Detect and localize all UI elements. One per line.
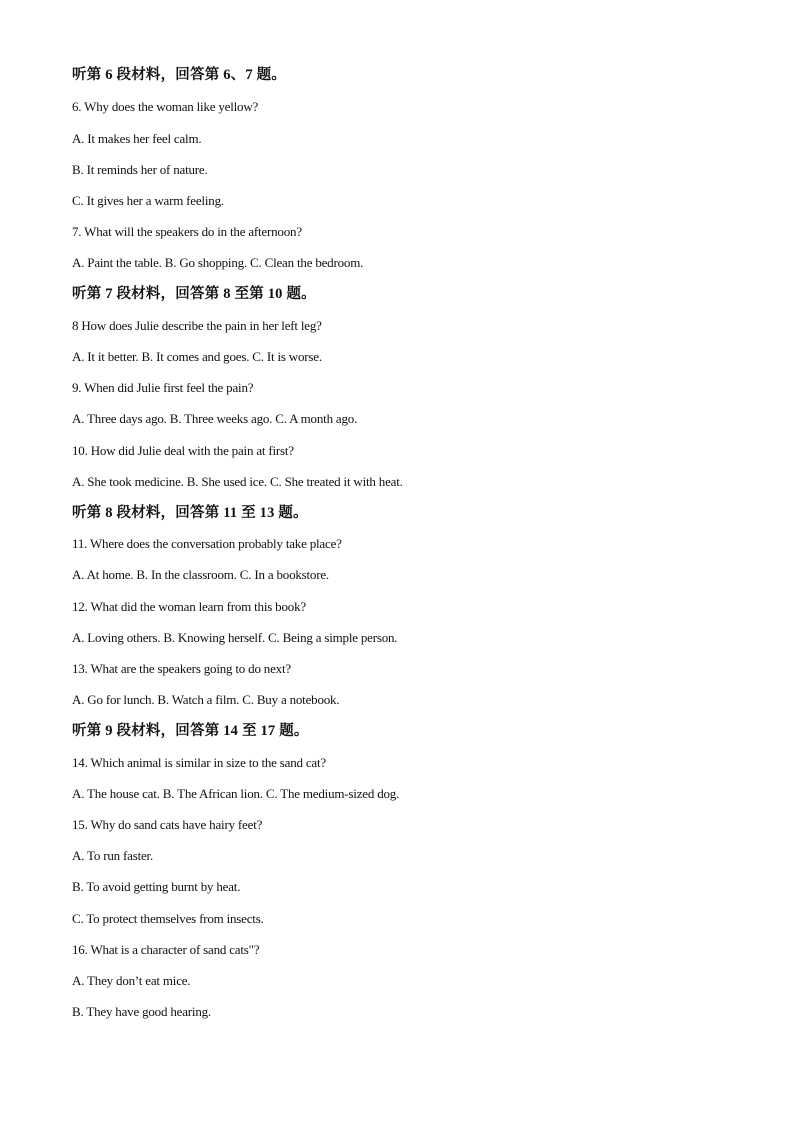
question-12: 12. What did the woman learn from this book? <box>72 599 306 614</box>
question-15-option-a: A. To run faster. <box>72 848 154 863</box>
question-11: 11. Where does the conversation probably take place? <box>72 536 342 551</box>
question-9-options: A. Three days ago. B. Three weeks ago. C. A month ago. <box>72 411 358 426</box>
section-heading-9: 听第 9 段材料，回答第 14 至 17 题。 <box>72 723 309 739</box>
question-15: 15. Why do sand cats have hairy feet? <box>72 817 263 832</box>
question-6-option-a: A. It makes her feel calm. <box>72 131 202 146</box>
question-12-options: A. Loving others. B. Knowing herself. C. Being a simple person. <box>72 630 398 645</box>
question-11-options: A. At home. B. In the classroom. C. In a bookstore. <box>72 567 329 582</box>
question-13: 13. What are the speakers going to do next? <box>72 661 291 676</box>
section-heading-6: 听第 6 段材料，回答第 6、7 题。 <box>72 67 287 83</box>
question-15-option-c: C. To protect themselves from insects. <box>72 911 264 926</box>
question-16-option-b: B. They have good hearing. <box>72 1004 211 1019</box>
question-16-option-a: A. They don’t eat mice. <box>72 973 191 988</box>
question-7-options: A. Paint the table. B. Go shopping. C. Clean the bedroom. <box>72 255 364 270</box>
question-9: 9. When did Julie first feel the pain? <box>72 380 254 395</box>
question-10: 10. How did Julie deal with the pain at first? <box>72 443 294 458</box>
question-8: 8 How does Julie describe the pain in her left leg? <box>72 318 322 333</box>
section-heading-8: 听第 8 段材料，回答第 11 至 13 题。 <box>72 505 308 521</box>
question-16: 16. What is a character of sand cats"? <box>72 942 260 957</box>
question-14-options: A. The house cat. B. The African lion. C. The medium-sized dog. <box>72 786 400 801</box>
question-14: 14. Which animal is similar in size to the sand cat? <box>72 755 326 770</box>
question-6-option-b: B. It reminds her of nature. <box>72 162 208 177</box>
question-8-options: A. It it better. B. It comes and goes. C. It is worse. <box>72 349 322 364</box>
question-15-option-b: B. To avoid getting burnt by heat. <box>72 879 241 894</box>
question-6: 6. Why does the woman like yellow? <box>72 99 259 114</box>
question-10-options: A. She took medicine. B. She used ice. C. She treated it with heat. <box>72 474 403 489</box>
section-heading-7: 听第 7 段材料，回答第 8 至第 10 题。 <box>72 286 316 302</box>
question-7: 7. What will the speakers do in the afternoon? <box>72 224 302 239</box>
question-13-options: A. Go for lunch. B. Watch a film. C. Buy a notebook. <box>72 692 340 707</box>
question-6-option-c: C. It gives her a warm feeling. <box>72 193 224 208</box>
